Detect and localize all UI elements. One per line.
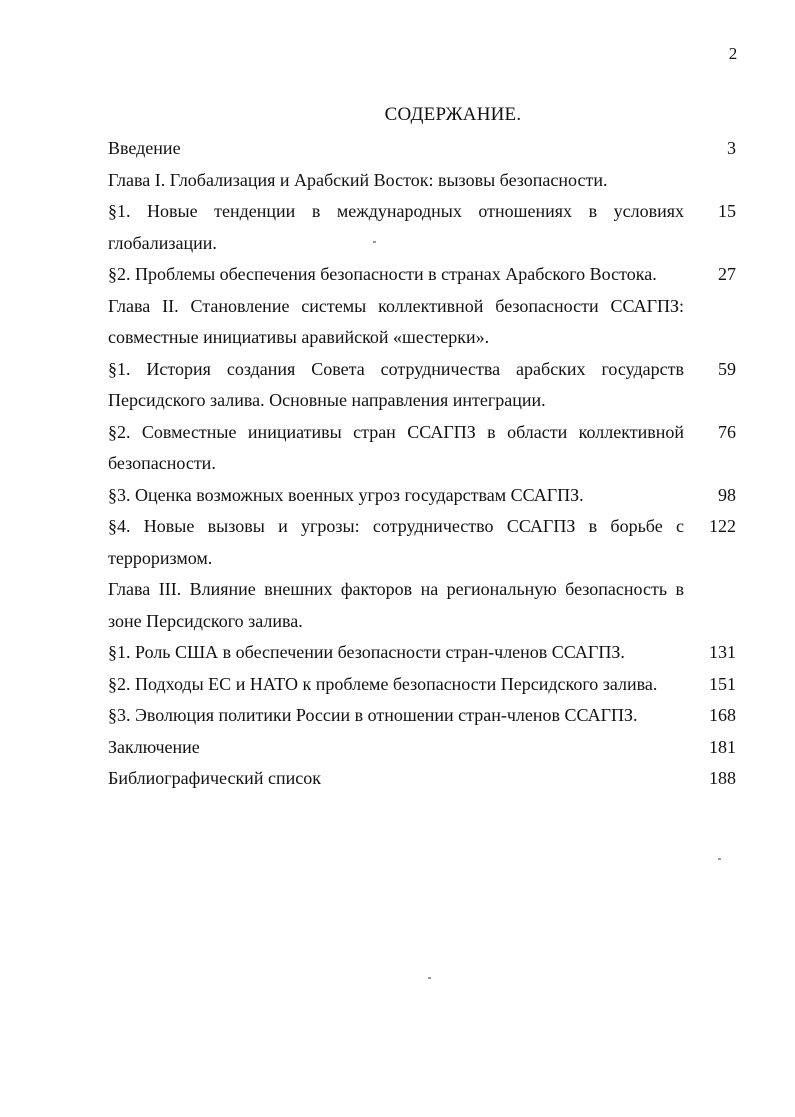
toc-entry-ch2-s3	[108, 480, 736, 512]
page-number: 2	[728, 44, 738, 63]
toc-entry-chapter-2	[108, 291, 736, 354]
toc-entry-chapter-3	[108, 574, 736, 637]
toc-entry-text: §1. Новые тенденции в международных отношениях в условиях глобализации.	[108, 201, 684, 253]
toc-entry-conclusion	[108, 732, 736, 764]
toc-entry-chapter-1	[108, 165, 736, 197]
toc-entry-text: Библиографический список	[108, 768, 321, 788]
toc-entry-ch2-s1	[108, 354, 736, 417]
scan-speck	[718, 858, 721, 860]
toc-entry-ch2-s2	[108, 417, 736, 480]
toc-entry-introduction	[108, 133, 736, 165]
toc-entry-text: §2. Совместные инициативы стран ССАГПЗ в области коллективной безопасности.	[108, 421, 684, 473]
toc-entry-page: 188	[709, 768, 736, 788]
toc-entry-page: 27	[718, 264, 736, 284]
toc-entry-text: Глава III. Влияние внешних факторов на региональную безопасность в зоне Персидского залива.	[108, 579, 684, 631]
toc-entry-text: Глава I. Глобализация и Арабский Восток: вызовы безопасности.	[108, 169, 608, 190]
toc-entry-ch1-s2	[108, 259, 736, 291]
toc-entry-text: Введение	[108, 138, 181, 158]
toc-entry-text: §4. Новые вызовы и угрозы: сотрудничество ССАГПЗ в борьбе с терроризмом.	[108, 516, 684, 568]
toc-entry-ch3-s1	[108, 637, 736, 669]
toc-entry-page: 131	[709, 642, 736, 662]
toc-entry-page: 59	[718, 358, 736, 379]
toc-entry-page: 181	[709, 736, 736, 757]
toc-entry-page: 122	[709, 516, 736, 536]
toc-entry-text: §1. Роль США в обеспечении безопасности стран-членов ССАГПЗ.	[108, 642, 625, 662]
toc-entry-text: §3. Оценка возможных военных угроз государствам ССАГПЗ.	[108, 484, 584, 505]
toc-entry-bibliography	[108, 763, 736, 795]
toc-entry-page: 168	[709, 705, 736, 725]
toc-entry-ch2-s4	[108, 511, 736, 574]
toc-entry-text: §1. История создания Совета сотрудничества арабских государств Персидского залива. Основные направления интеграции.	[108, 358, 684, 410]
toc-entry-text: §2. Подходы ЕС и НАТО к проблеме безопасности Персидского залива.	[108, 673, 658, 694]
toc-entry-text: Заключение	[108, 736, 200, 757]
toc-entry-ch3-s2	[108, 669, 736, 701]
toc-entry-page: 98	[718, 484, 736, 505]
scan-speck	[428, 977, 431, 979]
toc-entry-text: §3. Эволюция политики России в отношении стран-членов ССАГПЗ.	[108, 705, 638, 725]
toc-entry-page: 15	[718, 201, 736, 221]
toc-entry-text: Глава II. Становление системы коллективной безопасности ССАГПЗ: совместные инициативы аравийской «шестерки».	[108, 295, 684, 347]
table-of-contents	[108, 133, 736, 795]
toc-entry-ch1-s1	[108, 196, 736, 259]
page-title: СОДЕРЖАНИЕ.	[384, 104, 522, 125]
toc-entry-text: §2. Проблемы обеспечения безопасности в странах Арабского Востока.	[108, 264, 657, 284]
toc-entry-page: 3	[727, 138, 736, 158]
toc-entry-page: 76	[718, 421, 736, 442]
toc-entry-page: 151	[709, 673, 736, 694]
scan-speck	[373, 241, 376, 243]
toc-entry-ch3-s3	[108, 700, 736, 732]
